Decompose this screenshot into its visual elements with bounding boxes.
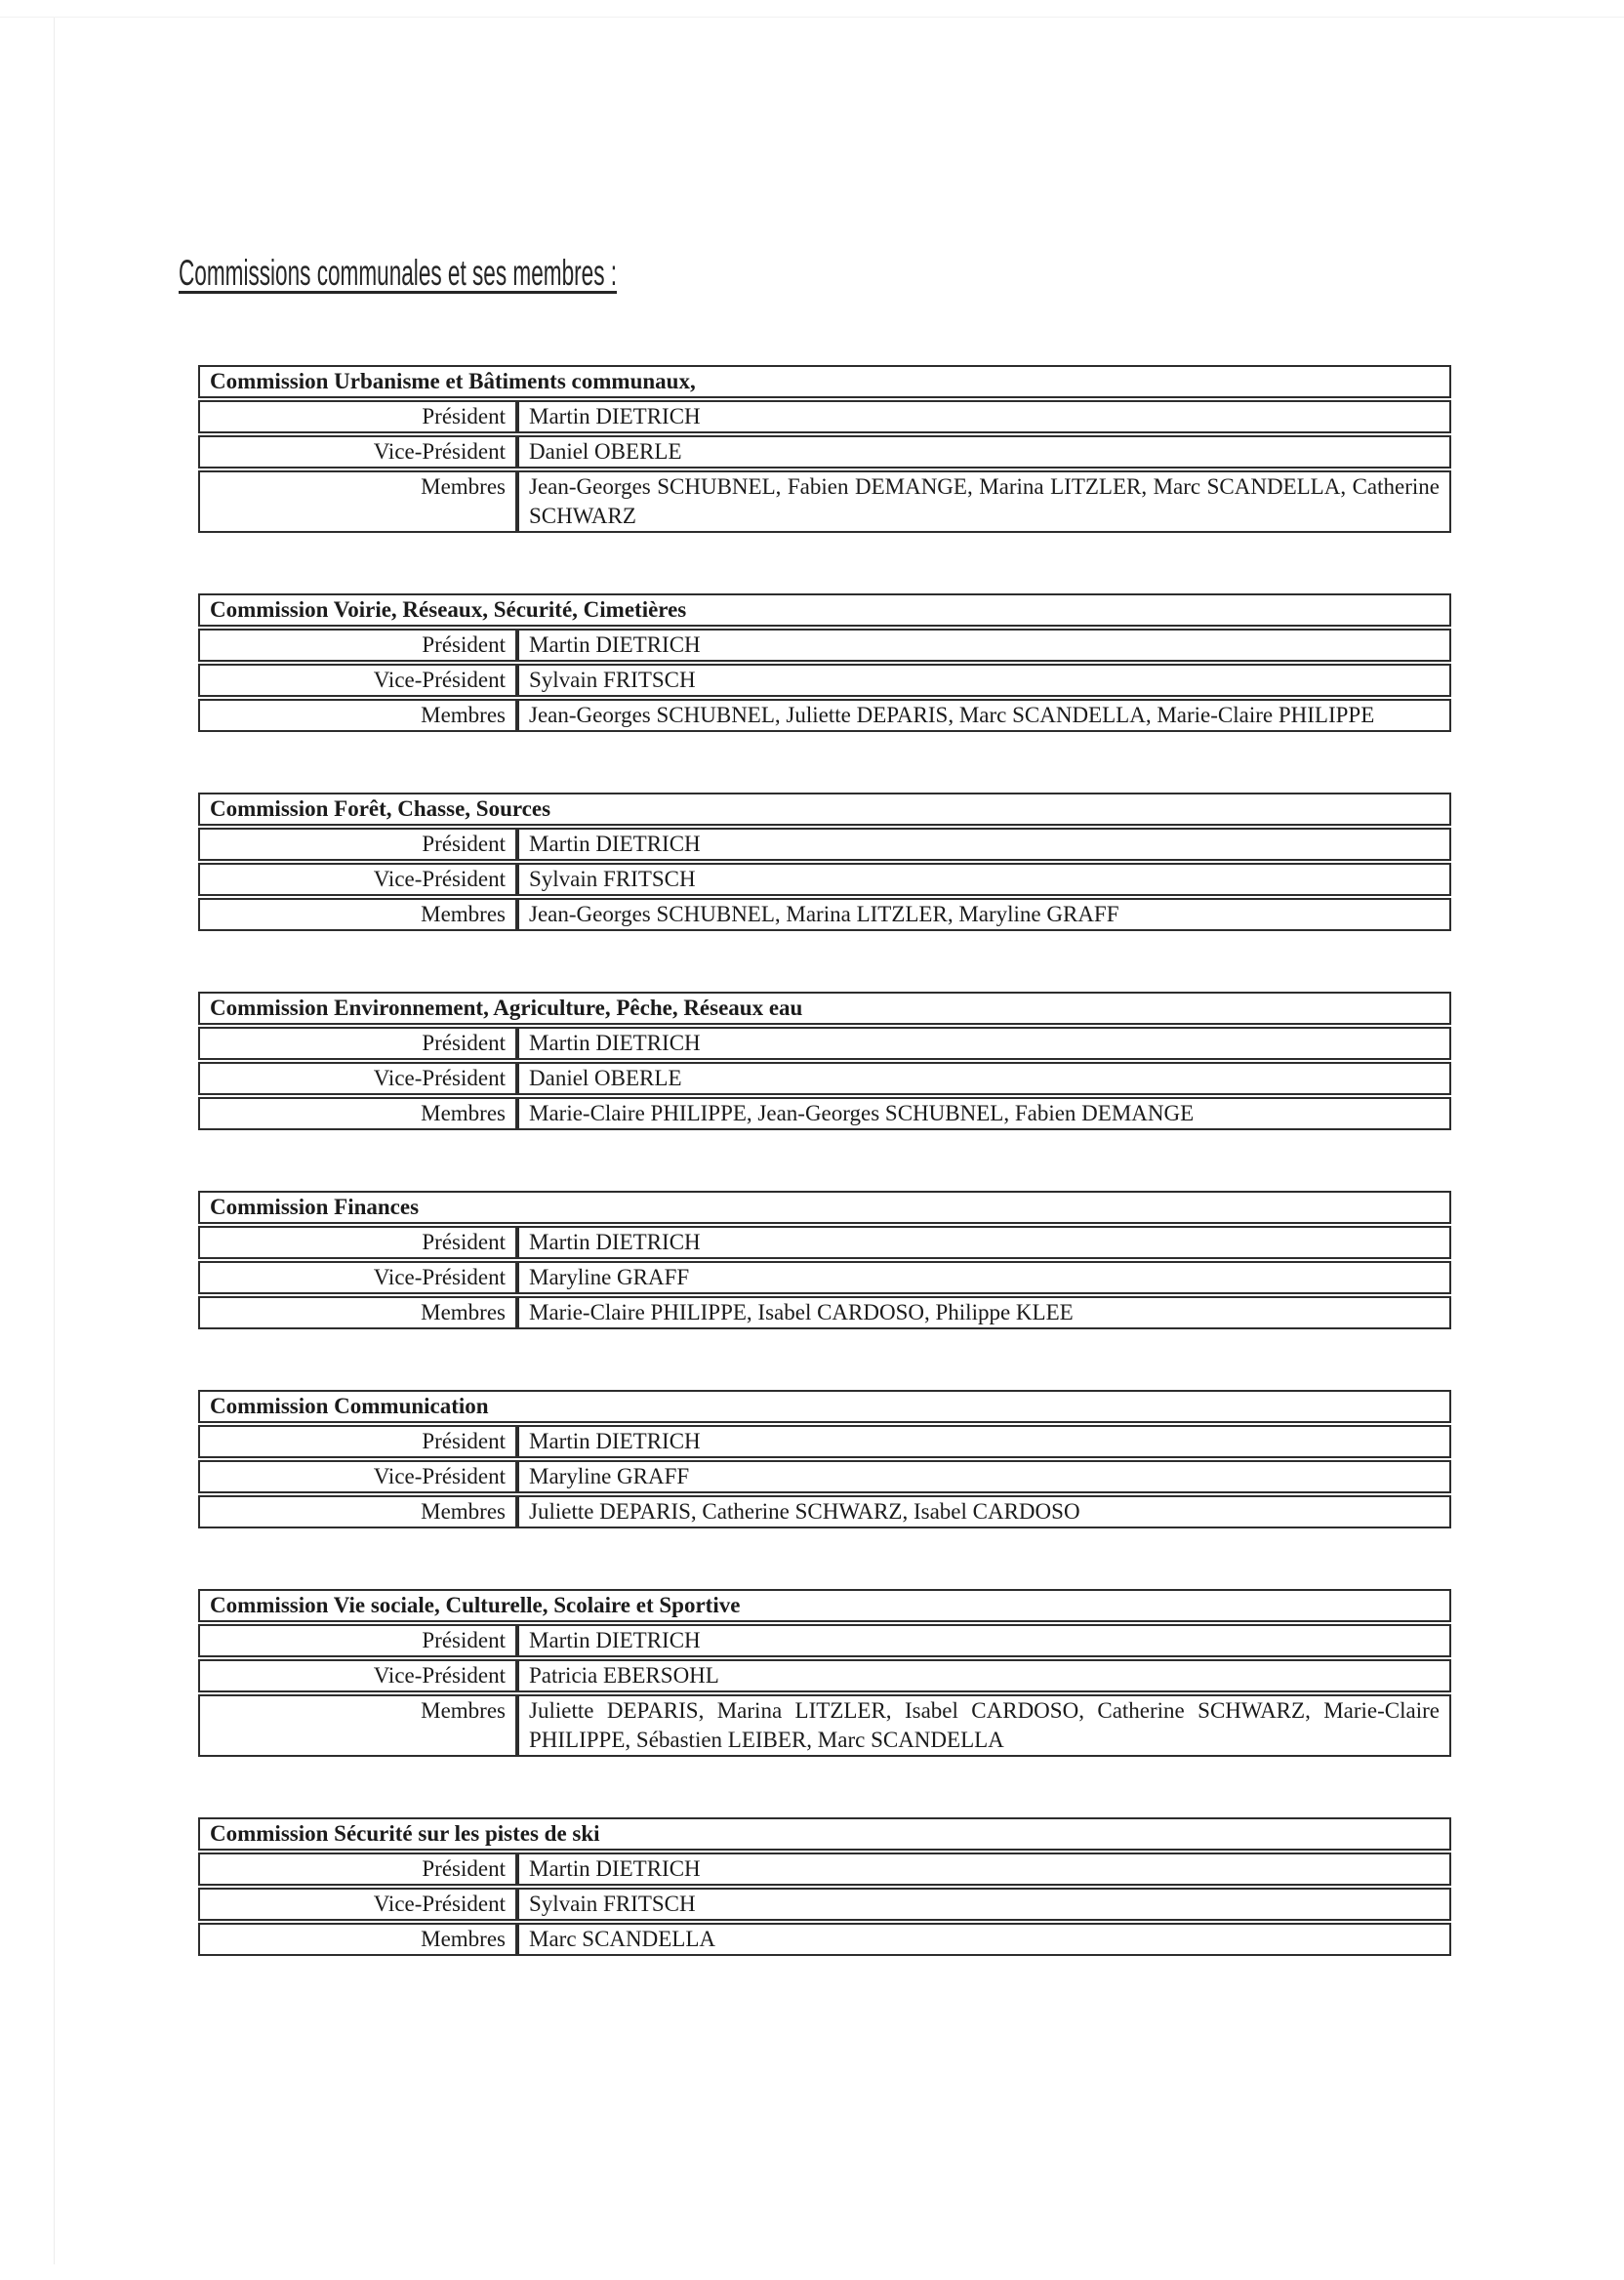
president-value: Martin DIETRICH <box>517 400 1451 433</box>
president-row <box>198 400 1451 433</box>
president-label: Président <box>198 400 517 433</box>
membres-value: Marc SCANDELLA <box>517 1923 1451 1956</box>
president-value: Martin DIETRICH <box>517 1852 1451 1886</box>
commission-title-row <box>198 1191 1451 1224</box>
membres-value: Marie-Claire PHILIPPE, Isabel CARDOSO, Philippe KLEE <box>517 1296 1451 1329</box>
president-row <box>198 629 1451 662</box>
membres-label: Membres <box>198 1923 517 1956</box>
commission-table-finances <box>198 1189 1451 1331</box>
membres-row <box>198 1923 1451 1956</box>
membres-row <box>198 470 1451 533</box>
scan-edge-top <box>0 17 1624 18</box>
commission-title: Commission Vie sociale, Culturelle, Scolaire et Sportive <box>198 1589 1451 1622</box>
commission-title-row <box>198 365 1451 398</box>
commission-table-foret <box>198 791 1451 933</box>
vice-president-value: Sylvain FRITSCH <box>517 863 1451 896</box>
vice-president-value: Maryline GRAFF <box>517 1261 1451 1294</box>
president-label: Président <box>198 1425 517 1458</box>
vice-president-row <box>198 1888 1451 1921</box>
membres-label: Membres <box>198 699 517 732</box>
vice-president-row <box>198 863 1451 896</box>
commission-title: Commission Urbanisme et Bâtiments communaux, <box>198 365 1451 398</box>
vice-president-value: Maryline GRAFF <box>517 1460 1451 1493</box>
membres-value: Jean-Georges SCHUBNEL, Marina LITZLER, Maryline GRAFF <box>517 898 1451 931</box>
commission-title-row <box>198 1390 1451 1423</box>
membres-value: Juliette DEPARIS, Catherine SCHWARZ, Isabel CARDOSO <box>517 1495 1451 1528</box>
commission-title: Commission Voirie, Réseaux, Sécurité, Cimetières <box>198 593 1451 627</box>
president-value: Martin DIETRICH <box>517 629 1451 662</box>
president-label: Président <box>198 1852 517 1886</box>
president-value: Martin DIETRICH <box>517 1027 1451 1060</box>
president-label: Président <box>198 1624 517 1657</box>
president-row <box>198 828 1451 861</box>
vice-president-label: Vice-Président <box>198 863 517 896</box>
membres-value: Juliette DEPARIS, Marina LITZLER, Isabel CARDOSO, Catherine SCHWARZ, Marie-Claire PHILIPPE, Sébastien LEIBER, Marc SCANDELLA <box>517 1694 1451 1757</box>
president-row <box>198 1852 1451 1886</box>
scan-edge-left <box>54 18 55 2264</box>
vice-president-row <box>198 1659 1451 1692</box>
commission-title: Commission Finances <box>198 1191 1451 1224</box>
membres-row <box>198 1495 1451 1528</box>
commission-title: Commission Forêt, Chasse, Sources <box>198 793 1451 826</box>
vice-president-label: Vice-Président <box>198 1460 517 1493</box>
vice-president-row <box>198 435 1451 468</box>
vice-president-label: Vice-Président <box>198 435 517 468</box>
president-row <box>198 1624 1451 1657</box>
commission-title-row <box>198 992 1451 1025</box>
president-value: Martin DIETRICH <box>517 828 1451 861</box>
membres-label: Membres <box>198 898 517 931</box>
vice-president-value: Daniel OBERLE <box>517 1062 1451 1095</box>
membres-label: Membres <box>198 1495 517 1528</box>
membres-label: Membres <box>198 1097 517 1130</box>
membres-value: Jean-Georges SCHUBNEL, Fabien DEMANGE, Marina LITZLER, Marc SCANDELLA, Catherine SCHWARZ <box>517 470 1451 533</box>
vice-president-value: Sylvain FRITSCH <box>517 1888 1451 1921</box>
president-row <box>198 1425 1451 1458</box>
membres-value: Jean-Georges SCHUBNEL, Juliette DEPARIS, Marc SCANDELLA, Marie-Claire PHILIPPE <box>517 699 1451 732</box>
vice-president-value: Daniel OBERLE <box>517 435 1451 468</box>
membres-row <box>198 898 1451 931</box>
page-title <box>179 252 1451 295</box>
membres-row <box>198 699 1451 732</box>
commission-table-environnement <box>198 990 1451 1132</box>
membres-row <box>198 1296 1451 1329</box>
president-row <box>198 1226 1451 1259</box>
vice-president-label: Vice-Président <box>198 1659 517 1692</box>
vice-president-label: Vice-Président <box>198 664 517 697</box>
vice-president-row <box>198 1261 1451 1294</box>
commission-title-row <box>198 1817 1451 1851</box>
commission-table-communication <box>198 1388 1451 1530</box>
commission-table-securite-ski <box>198 1815 1451 1958</box>
president-row <box>198 1027 1451 1060</box>
president-label: Président <box>198 629 517 662</box>
commission-title-row <box>198 1589 1451 1622</box>
vice-president-label: Vice-Président <box>198 1261 517 1294</box>
membres-row <box>198 1694 1451 1757</box>
membres-label: Membres <box>198 1694 517 1757</box>
vice-president-label: Vice-Président <box>198 1888 517 1921</box>
membres-value: Marie-Claire PHILIPPE, Jean-Georges SCHUBNEL, Fabien DEMANGE <box>517 1097 1451 1130</box>
president-value: Martin DIETRICH <box>517 1624 1451 1657</box>
commission-table-vie-sociale <box>198 1587 1451 1759</box>
commission-title: Commission Sécurité sur les pistes de ski <box>198 1817 1451 1851</box>
document-page <box>179 252 1451 2015</box>
vice-president-row <box>198 1062 1451 1095</box>
vice-president-row <box>198 664 1451 697</box>
commission-table-urbanisme <box>198 363 1451 535</box>
vice-president-value: Patricia EBERSOHL <box>517 1659 1451 1692</box>
membres-label: Membres <box>198 470 517 533</box>
membres-label: Membres <box>198 1296 517 1329</box>
president-label: Président <box>198 1027 517 1060</box>
page-title-text: Commissions communales et ses membres : <box>179 253 618 293</box>
commission-title: Commission Environnement, Agriculture, Pêche, Réseaux eau <box>198 992 1451 1025</box>
president-value: Martin DIETRICH <box>517 1425 1451 1458</box>
membres-row <box>198 1097 1451 1130</box>
commission-title-row <box>198 793 1451 826</box>
president-label: Président <box>198 828 517 861</box>
vice-president-label: Vice-Président <box>198 1062 517 1095</box>
commission-table-voirie <box>198 591 1451 734</box>
president-label: Président <box>198 1226 517 1259</box>
vice-president-row <box>198 1460 1451 1493</box>
commission-title: Commission Communication <box>198 1390 1451 1423</box>
commission-title-row <box>198 593 1451 627</box>
president-value: Martin DIETRICH <box>517 1226 1451 1259</box>
vice-president-value: Sylvain FRITSCH <box>517 664 1451 697</box>
